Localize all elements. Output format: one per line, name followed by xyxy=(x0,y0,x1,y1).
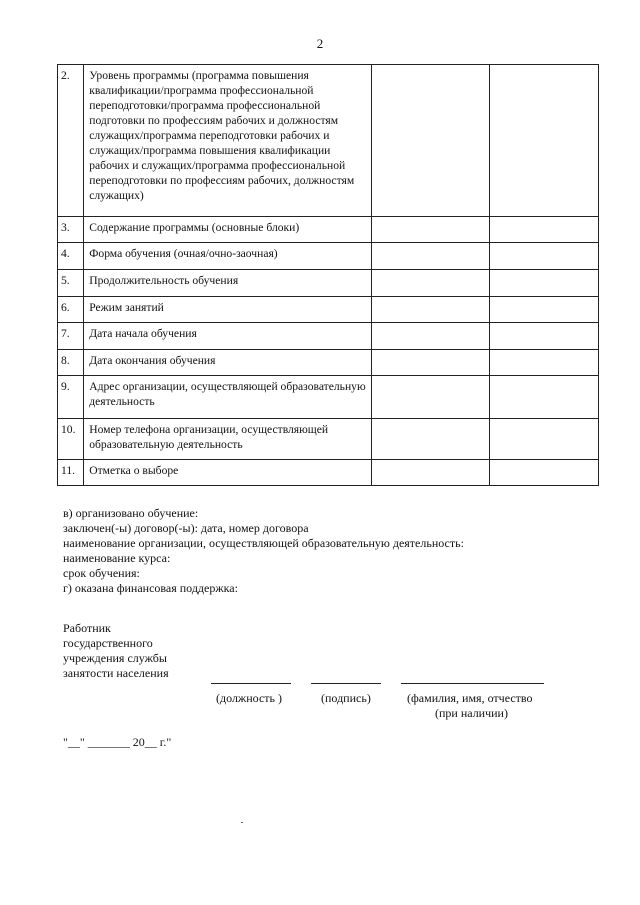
value-cell xyxy=(489,323,598,350)
row-label: Режим занятий xyxy=(84,297,372,323)
value-cell xyxy=(371,270,489,297)
organization-name-line: наименование организации, осуществляющей образовательную деятельность: xyxy=(63,536,464,550)
table-row xyxy=(58,323,599,350)
table-row xyxy=(58,270,599,297)
row-label: Номер телефона организации, осуществляющей образовательную деятельность xyxy=(84,419,372,460)
row-number: 7. xyxy=(58,323,84,350)
table-row xyxy=(58,297,599,323)
row-number: 5. xyxy=(58,270,84,297)
signature-label: (подпись) xyxy=(321,691,371,705)
contract-line: заключен(-ы) договор(-ы): дата, номер договора xyxy=(63,521,309,535)
position-label: (должность ) xyxy=(216,691,282,705)
table-row xyxy=(58,460,599,486)
course-name-line: наименование курса: xyxy=(63,551,171,565)
value-cell xyxy=(371,297,489,323)
name-label: (фамилия, имя, отчество xyxy=(407,691,533,705)
table-row xyxy=(58,217,599,243)
signature-underline xyxy=(311,683,381,684)
row-label: Содержание программы (основные блоки) xyxy=(84,217,372,243)
table-row xyxy=(58,419,599,460)
value-cell xyxy=(489,350,598,376)
value-cell xyxy=(489,217,598,243)
row-number: 6. xyxy=(58,297,84,323)
name-underline xyxy=(401,683,544,684)
table-row xyxy=(58,376,599,419)
value-cell xyxy=(489,270,598,297)
value-cell xyxy=(489,376,598,419)
scan-dot xyxy=(241,822,243,823)
program-table xyxy=(57,64,599,486)
value-cell xyxy=(371,460,489,486)
row-label: Отметка о выборе xyxy=(84,460,372,486)
financial-support-line: г) оказана финансовая поддержка: xyxy=(63,581,238,595)
value-cell xyxy=(489,419,598,460)
value-cell xyxy=(371,323,489,350)
row-label: Уровень программы (программа повышения квалификации/программа профессиональной переподготовки/программа профессиональной подготовки по профессиям рабочих и должностям служащих/программа переподготовки рабочих и служащих/программа повышения квалификации рабочих и служащих/программа профессиональной переподготовки по профессиям рабочих, должностям служащих) xyxy=(84,65,372,217)
value-cell xyxy=(489,297,598,323)
value-cell xyxy=(371,65,489,217)
signatory-line-3: учреждения службы xyxy=(63,651,167,665)
date-line: "__" _______ 20__ г." xyxy=(63,735,172,749)
training-period-line: срок обучения: xyxy=(63,566,140,580)
row-number: 10. xyxy=(58,419,84,460)
signatory-line-1: Работник xyxy=(63,621,111,635)
row-number: 9. xyxy=(58,376,84,419)
value-cell xyxy=(371,243,489,270)
value-cell xyxy=(489,65,598,217)
row-number: 2. xyxy=(58,65,84,217)
row-number: 11. xyxy=(58,460,84,486)
row-label: Продолжительность обучения xyxy=(84,270,372,297)
page-number: 2 xyxy=(316,36,324,51)
value-cell xyxy=(489,243,598,270)
value-cell xyxy=(489,460,598,486)
name-label-note: (при наличии) xyxy=(435,706,508,720)
position-underline xyxy=(211,683,291,684)
table-row xyxy=(58,243,599,270)
row-label: Дата окончания обучения xyxy=(84,350,372,376)
table-row xyxy=(58,350,599,376)
row-number: 3. xyxy=(58,217,84,243)
row-label: Форма обучения (очная/очно-заочная) xyxy=(84,243,372,270)
training-organized: в) организовано обучение: xyxy=(63,506,199,520)
table-row xyxy=(58,65,599,217)
row-number: 4. xyxy=(58,243,84,270)
signatory-line-4: занятости населения xyxy=(63,666,169,680)
value-cell xyxy=(371,376,489,419)
row-label: Дата начала обучения xyxy=(84,323,372,350)
value-cell xyxy=(371,350,489,376)
signatory-line-2: государственного xyxy=(63,636,153,650)
row-number: 8. xyxy=(58,350,84,376)
row-label: Адрес организации, осуществляющей образовательную деятельность xyxy=(84,376,372,419)
value-cell xyxy=(371,419,489,460)
value-cell xyxy=(371,217,489,243)
